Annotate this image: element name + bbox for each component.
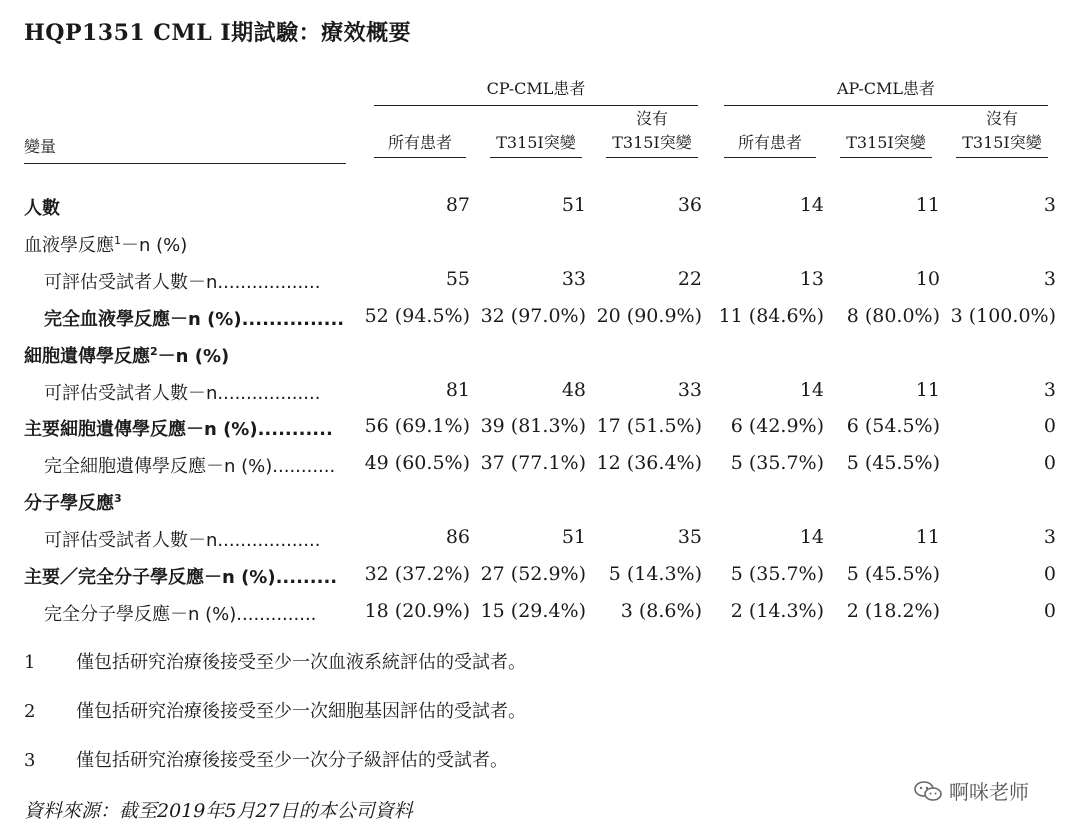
watermark	[913, 776, 1029, 805]
row-label	[44, 452, 360, 478]
footnote	[24, 697, 526, 723]
column-header-line2: T315I突變	[612, 133, 692, 152]
column-header-line1: 沒有	[985, 109, 1018, 128]
footnote-text: 僅包括研究治療後接受至少一次細胞基因評估的受試者。	[76, 701, 526, 722]
row-label	[44, 305, 360, 331]
table-row	[0, 563, 1069, 591]
table-cell: 0	[1043, 563, 1056, 585]
footnote-number: 1	[24, 652, 36, 673]
table-row	[0, 194, 1069, 222]
table-cell: 6 (42.9%)	[730, 415, 824, 437]
footnote-marker: 2	[150, 345, 158, 358]
table-cell: 27 (52.9%)	[480, 563, 586, 585]
table-cell: 11 (84.6%)	[718, 305, 824, 327]
table-cell: 13	[799, 268, 824, 290]
leader-dots: ..................	[217, 530, 321, 551]
variable-header: 變量	[24, 134, 346, 164]
footnote-marker: 1	[114, 234, 121, 247]
leader-dots: ..................	[217, 383, 321, 404]
footnote-number: 3	[24, 750, 36, 771]
table-cell: 56 (69.1%)	[364, 415, 470, 437]
table-cell: 0	[1043, 415, 1056, 437]
table-cell: 0	[1043, 452, 1056, 474]
row-label	[44, 526, 360, 552]
table-cell: 11	[915, 379, 940, 401]
table-cell: 86	[445, 526, 470, 548]
table-cell: 52 (94.5%)	[364, 305, 470, 327]
source-note: 資料來源：截至2019年5月27日的本公司資料	[24, 800, 413, 822]
table-cell: 55	[445, 268, 470, 290]
table-cell: 3 (8.6%)	[620, 600, 702, 622]
row-label	[24, 194, 60, 220]
table-cell: 3	[1043, 379, 1056, 401]
table-row	[0, 342, 1069, 370]
row-label-text: 可評估受試者人數－n	[44, 383, 218, 404]
group-label: CP-CML患者	[486, 79, 586, 98]
table-row	[0, 452, 1069, 480]
table-row	[0, 379, 1069, 407]
row-label	[44, 268, 360, 294]
column-header-line2: 所有患者	[387, 133, 452, 152]
table-cell: 11	[915, 194, 940, 216]
table-cell: 10	[915, 268, 940, 290]
row-label-text: 主要／完全分子學反應－n (%)	[24, 567, 276, 588]
row-label-text: 主要細胞遺傳學反應－n (%)	[24, 419, 258, 440]
table-cell: 3 (100.0%)	[950, 305, 1056, 327]
row-label-text: 完全分子學反應－n (%)	[44, 604, 237, 625]
table-cell: 2 (18.2%)	[846, 600, 940, 622]
footnote	[24, 648, 526, 674]
table-cell: 51	[561, 526, 586, 548]
table-cell: 12 (36.4%)	[596, 452, 702, 474]
table-cell: 3	[1043, 526, 1056, 548]
table-cell: 37 (77.1%)	[480, 452, 586, 474]
table-cell: 48	[561, 379, 586, 401]
column-header	[724, 131, 816, 158]
table-row	[0, 489, 1069, 517]
footnote-text: 僅包括研究治療後接受至少一次血液系統評估的受試者。	[76, 652, 526, 673]
row-label-text: 完全血液學反應－n (%)	[44, 309, 242, 330]
footnote-text: 僅包括研究治療後接受至少一次分子級評估的受試者。	[76, 750, 508, 771]
row-label-suffix: －n (%)	[157, 346, 230, 367]
row-label-text: 可評估受試者人數－n	[44, 530, 218, 551]
row-label-text: 分子學反應	[24, 493, 114, 514]
table-cell: 3	[1043, 268, 1056, 290]
row-label	[24, 489, 122, 515]
table-cell: 81	[445, 379, 470, 401]
table-cell: 18 (20.9%)	[364, 600, 470, 622]
table-cell: 5 (14.3%)	[608, 563, 702, 585]
table-cell: 5 (45.5%)	[846, 452, 940, 474]
footnote-marker: 3	[114, 492, 122, 505]
table-row	[0, 526, 1069, 554]
table-cell: 87	[445, 194, 470, 216]
column-header	[606, 107, 698, 158]
table-cell: 14	[799, 526, 824, 548]
table-cell: 0	[1043, 600, 1056, 622]
table-row	[0, 231, 1069, 259]
table-cell: 22	[677, 268, 702, 290]
row-label	[24, 563, 360, 589]
row-label	[24, 342, 229, 368]
table-row	[0, 600, 1069, 628]
table-cell: 8 (80.0%)	[846, 305, 940, 327]
table-cell: 6 (54.5%)	[846, 415, 940, 437]
leader-dots: .........	[275, 567, 338, 588]
footnote	[24, 746, 508, 772]
wechat-icon	[913, 780, 943, 802]
table-cell: 51	[561, 194, 586, 216]
table-cell: 5 (35.7%)	[730, 452, 824, 474]
table-cell: 5 (35.7%)	[730, 563, 824, 585]
table-cell: 33	[561, 268, 586, 290]
table-cell: 36	[677, 194, 702, 216]
table-cell: 5 (45.5%)	[846, 563, 940, 585]
row-label	[44, 600, 360, 626]
table-row	[0, 415, 1069, 443]
leader-dots: ...........	[257, 419, 333, 440]
row-label-text: 可評估受試者人數－n	[44, 272, 218, 293]
row-label	[24, 231, 187, 257]
column-header	[956, 107, 1048, 158]
table-cell: 14	[799, 379, 824, 401]
table-cell: 39 (81.3%)	[480, 415, 586, 437]
leader-dots: ...........	[272, 456, 336, 477]
table-cell: 14	[799, 194, 824, 216]
column-header	[840, 131, 932, 158]
column-header	[374, 131, 466, 158]
table-cell: 32 (97.0%)	[480, 305, 586, 327]
column-header-line2: T315I突變	[962, 133, 1042, 152]
column-header-line1: 沒有	[635, 109, 668, 128]
row-label	[24, 415, 360, 441]
table-cell: 17 (51.5%)	[596, 415, 702, 437]
page-title: HQP1351 CML I期試驗：療效概要	[24, 20, 412, 46]
row-label-text: 人數	[24, 198, 60, 219]
row-label-text: 細胞遺傳學反應	[24, 346, 150, 367]
table-cell: 35	[677, 526, 702, 548]
table-cell: 32 (37.2%)	[364, 563, 470, 585]
leader-dots: ..............	[236, 604, 317, 625]
table-cell: 20 (90.9%)	[596, 305, 702, 327]
table-cell: 15 (29.4%)	[480, 600, 586, 622]
column-header-line2: T315I突變	[496, 133, 576, 152]
table-cell: 11	[915, 526, 940, 548]
table-cell: 3	[1043, 194, 1056, 216]
table-row	[0, 268, 1069, 296]
watermark-text: 啊咪老师	[949, 780, 1029, 804]
row-label-text: 完全細胞遺傳學反應－n (%)	[44, 456, 273, 477]
table-row	[0, 305, 1069, 333]
column-header	[490, 131, 582, 158]
row-label-suffix: －n (%)	[121, 235, 188, 256]
row-label-text: 血液學反應	[24, 235, 114, 256]
table-cell: 33	[677, 379, 702, 401]
column-header-line2: T315I突變	[846, 133, 926, 152]
row-label	[44, 379, 360, 405]
group-header-ap-cml	[724, 76, 1048, 106]
leader-dots: ..................	[217, 272, 321, 293]
column-header-line2: 所有患者	[737, 133, 802, 152]
group-label: AP-CML患者	[836, 79, 936, 98]
group-header-cp-cml	[374, 76, 698, 106]
table-cell: 49 (60.5%)	[364, 452, 470, 474]
table-cell: 2 (14.3%)	[730, 600, 824, 622]
footnote-number: 2	[24, 701, 36, 722]
leader-dots: ...............	[241, 309, 345, 330]
